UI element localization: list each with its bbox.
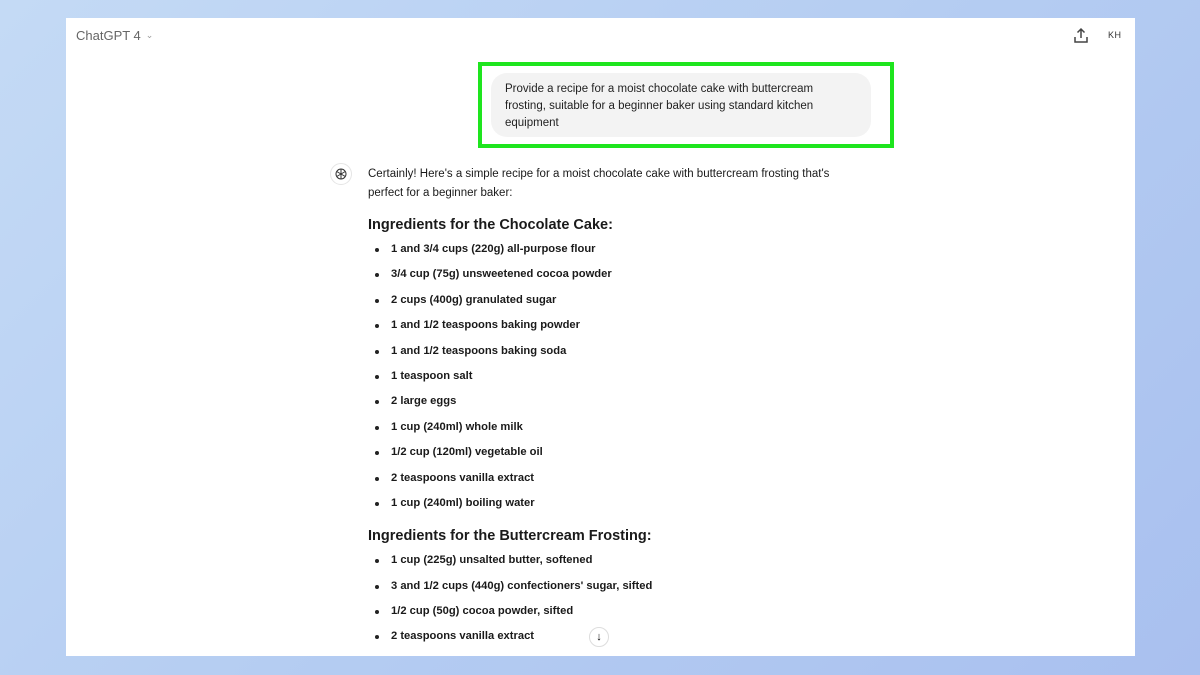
chevron-down-icon: ⌄ (145, 30, 154, 40)
list-item: 1 cup (240ml) boiling water (368, 497, 848, 522)
list-item: 1 cup (225g) unsalted butter, softened (368, 554, 848, 579)
list-item: 1 and 1/2 teaspoons baking powder (368, 319, 848, 344)
chat-window (66, 18, 1135, 656)
section-heading: Ingredients for the Buttercream Frosting: (368, 528, 652, 545)
list-item: 1/2 cup (120ml) vegetable oil (368, 446, 848, 471)
list-item: 2 teaspoons vanilla extract (368, 472, 848, 497)
model-name: ChatGPT 4 (76, 28, 141, 43)
list-item: 1/2 cup (50g) cocoa powder, sifted (368, 605, 848, 630)
model-selector[interactable] (76, 28, 153, 43)
user-avatar[interactable]: KH (1108, 30, 1122, 40)
list-item: 2 teaspoons vanilla extract (368, 630, 848, 655)
list-item: 1 cup (240ml) whole milk (368, 421, 848, 446)
user-message: Provide a recipe for a moist chocolate cake with buttercream frosting, suitable for a beginner baker using standard kitchen equipment (491, 73, 871, 137)
list-item: 2 cups (400g) granulated sugar (368, 294, 848, 319)
list-item: 3 and 1/2 cups (440g) confectioners' sugar, sifted (368, 580, 848, 605)
list-item: 1 teaspoon salt (368, 370, 848, 395)
share-icon[interactable] (1072, 27, 1090, 45)
assistant-message (368, 165, 848, 656)
chatgpt-logo-icon (330, 163, 352, 185)
list-item: 1 and 1/2 teaspoons baking soda (368, 345, 848, 370)
section-heading: Ingredients for the Chocolate Cake: (368, 217, 613, 233)
list-item: 1 and 3/4 cups (220g) all-purpose flour (368, 243, 848, 268)
list-item: 3/4 cup (75g) unsweetened cocoa powder (368, 268, 848, 293)
response-intro: Certainly! Here's a simple recipe for a moist chocolate cake with buttercream frosting that's perfect for a beginner baker: (368, 168, 830, 199)
list-item: 2 large eggs (368, 395, 848, 420)
arrow-down-icon: ↓ (596, 631, 602, 643)
cake-ingredients-list (368, 243, 848, 522)
scroll-down-button[interactable] (589, 627, 609, 647)
